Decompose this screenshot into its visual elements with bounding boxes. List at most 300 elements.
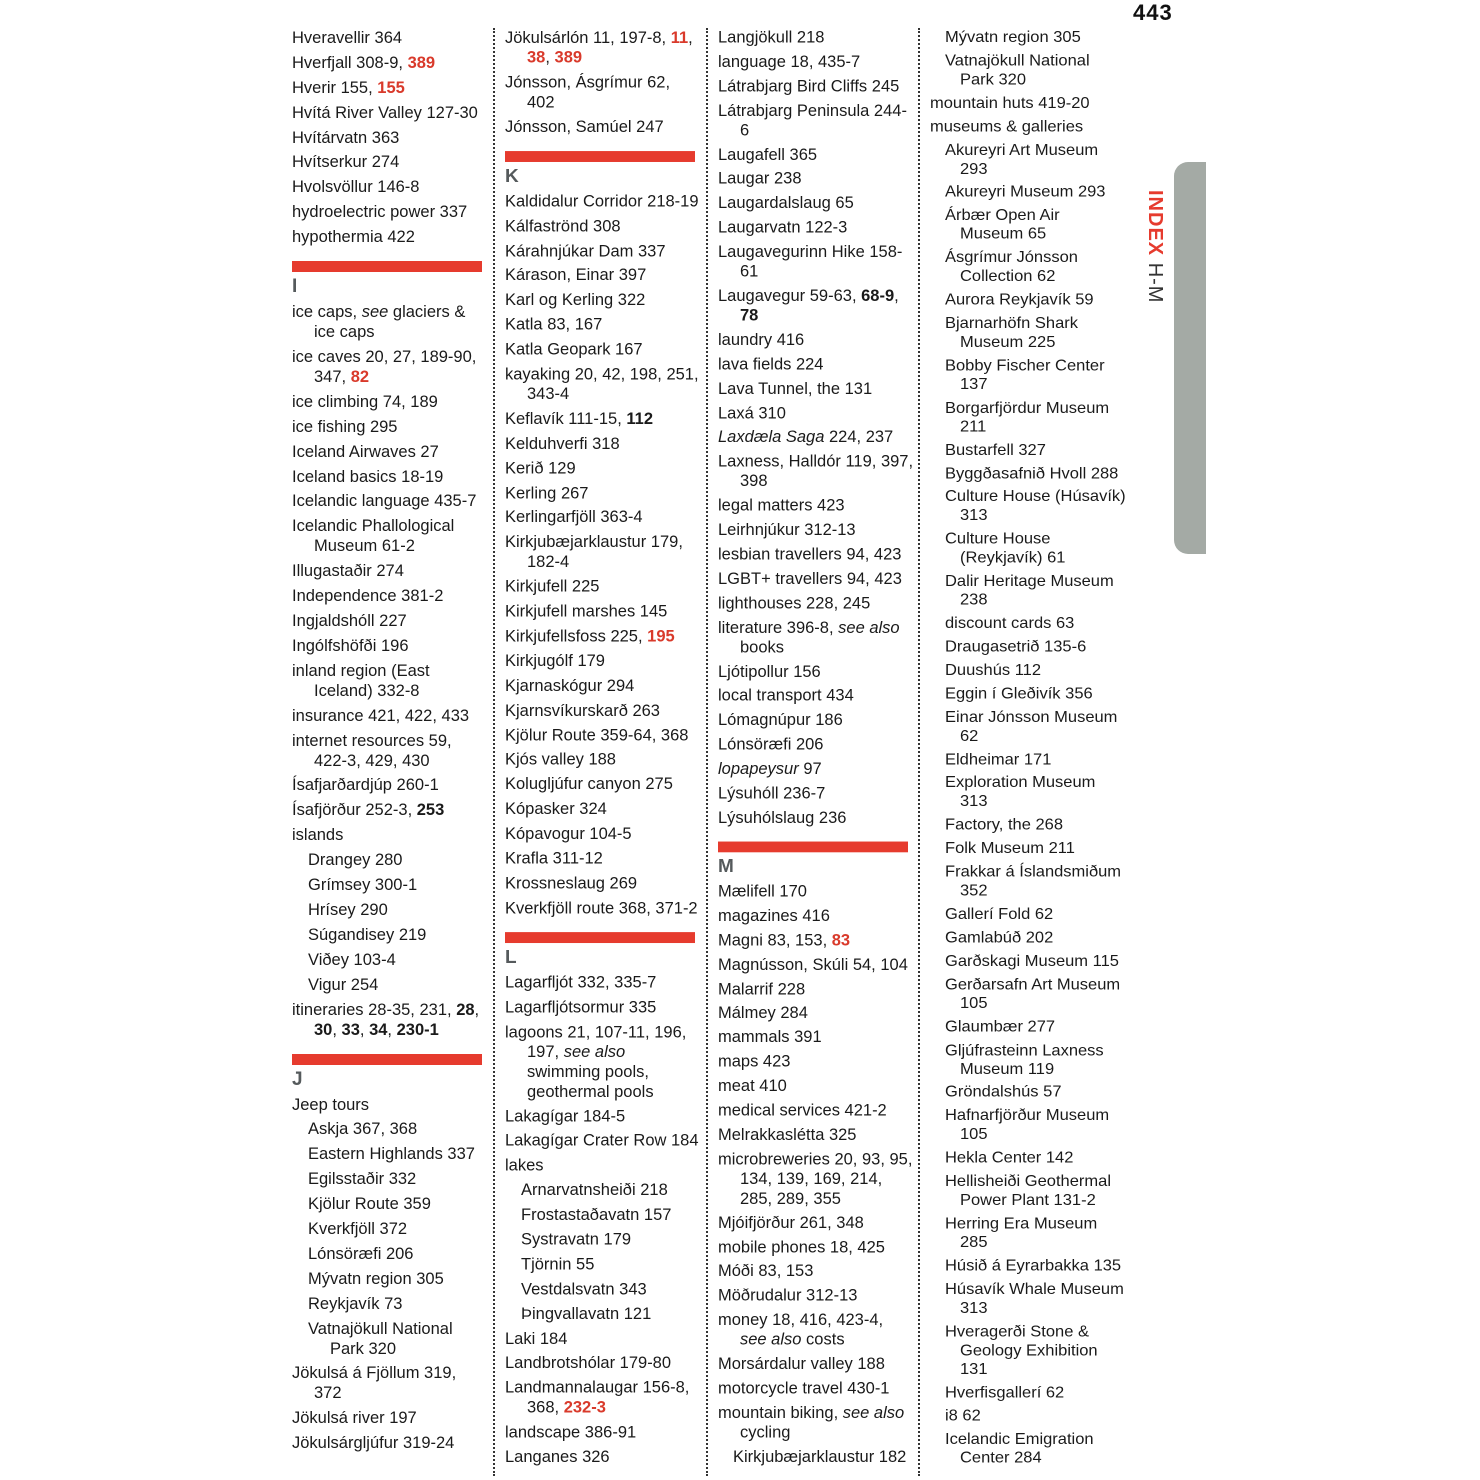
index-entry xyxy=(505,434,701,454)
entry-text: Jökulsárlón 11, 197-8, xyxy=(505,28,671,47)
entry-text: Ísafjarðardjúp 260-1 xyxy=(292,776,439,795)
index-entry xyxy=(505,849,701,869)
entry-text: cycling xyxy=(740,1423,791,1442)
index-subentry xyxy=(718,1447,914,1467)
entry-text: Hveravellir 364 xyxy=(292,29,403,47)
entry-text: Krafla 311-12 xyxy=(505,849,603,868)
section-bar xyxy=(718,841,908,852)
index-entry xyxy=(292,28,488,48)
entry-text: Ásgrímur Jónsson Collection 62 xyxy=(945,249,1078,286)
section-bar xyxy=(505,932,695,943)
index-subentry xyxy=(292,950,488,970)
entry-text: Ísafjörður 252-3, xyxy=(292,801,417,820)
entry-text: hydroelectric power 337 xyxy=(292,203,468,222)
entry-text: Borgarfjördur Museum 211 xyxy=(945,399,1110,436)
index-subentry xyxy=(930,839,1126,858)
index-subentry xyxy=(930,975,1126,1013)
entry-text: Lónsöræfi 206 xyxy=(718,736,824,754)
entry-text: mobile phones 18, 425 xyxy=(718,1238,885,1257)
index-subentry xyxy=(930,206,1126,244)
entry-text: Jökulsá river 197 xyxy=(292,1409,417,1428)
entry-text: Hvolsvöllur 146-8 xyxy=(292,178,420,197)
index-entry xyxy=(505,409,701,429)
entry-text: Möðrudalur 312-13 xyxy=(718,1287,858,1305)
entry-text: Eggin í Gleðivík 356 xyxy=(945,685,1093,703)
entry-text: Jónsson, Samúel 247 xyxy=(505,118,664,136)
index-subentry xyxy=(292,1169,488,1189)
entry-text: Kirkjufellsfoss 225, xyxy=(505,627,648,646)
index-column-1 xyxy=(292,28,488,1458)
page-ref: 253 xyxy=(416,801,445,820)
entry-text: Akureyri Art Museum 293 xyxy=(945,141,1099,178)
index-entry xyxy=(292,467,488,487)
page-ref: 230-1 xyxy=(396,1020,439,1039)
index-entry xyxy=(718,1052,914,1072)
index-entry xyxy=(718,452,914,491)
entry-text: Culture House (Húsavík) 313 xyxy=(945,488,1126,525)
entry-text: Frakkar á Íslandsmiðum 352 xyxy=(945,863,1122,900)
index-subentry xyxy=(930,464,1126,483)
index-entry xyxy=(292,516,488,556)
entry-text: Malarrif 228 xyxy=(718,980,806,998)
index-entry xyxy=(505,483,701,503)
entry-text: Factory, the 268 xyxy=(945,816,1064,834)
index-entry xyxy=(718,1403,914,1442)
index-subentry xyxy=(930,1383,1126,1402)
index-entry xyxy=(718,379,914,399)
entry-text: Hellisheiði Geothermal Power Plant 131-2 xyxy=(945,1172,1111,1209)
entry-text: Langjökull 218 xyxy=(718,28,825,47)
index-entry xyxy=(292,417,488,437)
entry-text: Hverfjall 308-9, xyxy=(292,53,408,72)
index-entry xyxy=(505,508,701,528)
entry-text: Kirkjugólf 179 xyxy=(505,652,605,671)
index-entry xyxy=(292,1408,488,1428)
entry-text: Einar Jónsson Museum 62 xyxy=(945,708,1118,745)
index-entry xyxy=(505,1423,701,1443)
entry-text: Kjölur Route 359-64, 368 xyxy=(505,726,689,745)
entry-text: Illugastaðir 274 xyxy=(292,562,404,581)
entry-text: , xyxy=(894,287,899,306)
entry-text: Kerið 129 xyxy=(505,459,576,478)
entry-text: Kjós valley 188 xyxy=(505,750,616,769)
entry-text: Magni 83, 153, xyxy=(718,931,832,949)
entry-text: , xyxy=(688,28,693,47)
index-entry xyxy=(505,364,701,404)
entry-text: Duushús 112 xyxy=(945,661,1042,679)
entry-text: 224, 237 xyxy=(824,428,894,447)
index-entry xyxy=(292,177,488,197)
index-entry xyxy=(292,825,488,845)
entry-text: lagoons 21, 107-11, 196, 197, xyxy=(505,1023,687,1061)
index-entry xyxy=(505,241,701,261)
index-entry xyxy=(718,77,914,97)
entry-text: Magnússon, Skúli 54, 104 xyxy=(718,955,908,974)
entry-text: Icelandic language 435-7 xyxy=(292,492,477,511)
entry-text: Byggðasafnið Hvoll 288 xyxy=(945,465,1119,482)
index-entry xyxy=(930,94,1126,113)
section-letter: J xyxy=(292,1068,303,1090)
entry-text: Glaumbær 277 xyxy=(945,1018,1056,1036)
entry-text: ice fishing 295 xyxy=(292,417,398,436)
index-entry xyxy=(718,1003,914,1023)
entry-text: Laugavegur 59-63, xyxy=(718,287,862,306)
index-entry xyxy=(292,1095,488,1115)
entry-text: Vestdalsvatn 343 xyxy=(521,1280,647,1299)
index-entry xyxy=(505,898,701,918)
entry-text: Landmannalaugar 156-8, 368, xyxy=(505,1379,690,1417)
page-ref: 112 xyxy=(626,409,653,428)
entry-text: Laugavegurinn Hike 158-61 xyxy=(718,243,903,281)
index-subentry xyxy=(930,708,1126,746)
index-entry xyxy=(505,266,701,286)
page-ref: 389 xyxy=(407,53,436,72)
entry-text: Jökulsá á Fjöllum 319, 372 xyxy=(292,1364,457,1403)
index-subentry xyxy=(930,1256,1126,1275)
index-column-4 xyxy=(930,28,1126,1472)
entry-text: language 18, 435-7 xyxy=(718,53,861,71)
index-entry xyxy=(718,1101,914,1121)
entry-text: discount cards 63 xyxy=(945,615,1075,633)
section-letter: K xyxy=(505,165,519,187)
index-subentry xyxy=(930,1017,1126,1036)
index-subentry xyxy=(930,356,1126,394)
entry-text: magazines 416 xyxy=(718,906,830,925)
entry-text: Independence 381-2 xyxy=(292,587,444,606)
index-entry xyxy=(505,651,701,671)
entry-text: literature 396-8, xyxy=(718,619,839,637)
letter-section-header xyxy=(505,932,701,969)
entry-text: Langanes 326 xyxy=(505,1448,610,1467)
page-number: 443 xyxy=(1133,0,1173,25)
column-divider xyxy=(706,28,708,1476)
entry-text: ice caves 20, 27, 189-90, 347, xyxy=(292,348,477,387)
index-entry xyxy=(292,561,488,581)
index-subentry xyxy=(930,314,1126,352)
index-subentry xyxy=(930,638,1126,657)
index-entry xyxy=(718,521,914,541)
entry-text: Kálfaströnd 308 xyxy=(505,217,621,236)
index-entry xyxy=(505,676,701,696)
entry-text: Lakagígar Crater Row 184 xyxy=(505,1131,699,1150)
entry-text: Laugafell 365 xyxy=(718,146,818,164)
index-entry xyxy=(718,1355,914,1375)
entry-text: Kópavogur 104-5 xyxy=(505,825,632,843)
index-entry xyxy=(292,152,488,172)
entry-text: Draugasetrið 135-6 xyxy=(945,638,1087,656)
index-subentry xyxy=(292,975,488,995)
entry-text: Gallerí Fold 62 xyxy=(945,905,1054,923)
entry-text: Hrísey 290 xyxy=(308,900,388,919)
index-column-2 xyxy=(505,28,701,1472)
index-entry xyxy=(718,1150,914,1209)
index-subentry xyxy=(930,441,1126,460)
entry-text: Kverkfjöll 372 xyxy=(308,1219,408,1238)
index-subentry xyxy=(292,1194,488,1214)
entry-text: Reykjavík 73 xyxy=(308,1294,403,1313)
page-ref: 38 xyxy=(527,48,546,67)
index-subentry xyxy=(930,248,1126,286)
entry-text: Grímsey 300-1 xyxy=(308,876,418,895)
index-entry xyxy=(718,955,914,975)
entry-text: see xyxy=(361,303,389,322)
page-ref: 195 xyxy=(647,627,675,646)
index-subentry xyxy=(292,1269,488,1289)
index-entry xyxy=(505,799,701,819)
entry-text: Keflavík 111-15, xyxy=(505,409,627,428)
index-entry xyxy=(292,1363,488,1403)
entry-text: medical services 421-2 xyxy=(718,1101,887,1120)
index-entry xyxy=(505,750,701,770)
entry-text: Laxness, Halldór 119, 397, 398 xyxy=(718,453,914,491)
index-tab-range: H-M xyxy=(1144,262,1166,304)
entry-text: Kjarnsvíkurskarð 263 xyxy=(505,701,660,720)
entry-text: lopapeysur xyxy=(718,760,799,779)
index-subentry xyxy=(930,183,1126,202)
entry-text: microbreweries 20, 93, 95, 134, 139, 169, 214, 285, 289, 355 xyxy=(718,1150,913,1208)
index-subentry xyxy=(930,1280,1126,1318)
page-ref: 155 xyxy=(377,78,405,97)
entry-text: Laugarvatn 122-3 xyxy=(718,219,848,237)
section-letter: I xyxy=(292,276,298,298)
entry-text: Culture House (Reykjavík) 61 xyxy=(945,530,1066,567)
index-entry xyxy=(718,808,914,828)
entry-text: local transport 434 xyxy=(718,687,854,705)
index-entry xyxy=(292,731,488,771)
index-entry xyxy=(505,290,701,310)
entry-text: Vigur 254 xyxy=(308,975,379,994)
letter-section-header xyxy=(292,1054,488,1091)
index-subentry xyxy=(930,140,1126,178)
entry-text: Hvítá River Valley 127-30 xyxy=(292,103,478,122)
entry-text: museums & galleries xyxy=(930,118,1084,135)
entry-text: Landbrotshólar 179-80 xyxy=(505,1354,672,1373)
index-entry xyxy=(505,725,701,745)
entry-text: Hverfisgallerí 62 xyxy=(945,1384,1065,1401)
entry-text: Jónsson, Ásgrímur 62, 402 xyxy=(505,73,671,112)
index-entry xyxy=(718,759,914,779)
index-entry xyxy=(292,442,488,462)
index-entry xyxy=(505,1156,701,1176)
index-entry xyxy=(718,101,914,140)
index-entry xyxy=(718,545,914,565)
index-entry xyxy=(718,686,914,706)
entry-text: Bustarfell 327 xyxy=(945,441,1046,459)
index-subentry xyxy=(930,1407,1126,1426)
entry-text: Gamlabúð 202 xyxy=(945,929,1054,947)
entry-text: Kjölur Route 359 xyxy=(308,1195,431,1214)
index-tab-title: INDEX xyxy=(1144,190,1166,257)
entry-text: Mjóifjörður 261, 348 xyxy=(718,1214,864,1232)
entry-text: Ingjaldshóll 227 xyxy=(292,612,407,631)
index-entry xyxy=(505,997,701,1017)
index-entry xyxy=(292,78,488,98)
index-subentry xyxy=(930,774,1126,812)
entry-text: Gröndalshús 57 xyxy=(945,1083,1062,1101)
index-subentry xyxy=(292,1144,488,1164)
entry-text: lakes xyxy=(505,1156,544,1175)
index-entry xyxy=(505,1131,701,1151)
index-entry xyxy=(505,315,701,335)
index-entry xyxy=(718,594,914,614)
entry-text: Kirkjubæjarklaustur 182 xyxy=(733,1448,907,1466)
index-entry xyxy=(718,28,914,48)
entry-text: lava fields 224 xyxy=(718,355,824,374)
entry-text: Málmey 284 xyxy=(718,1004,808,1023)
entry-text: mammals 391 xyxy=(718,1028,822,1047)
entry-text: Kaldidalur Corridor 218-19 xyxy=(505,192,699,211)
index-entry xyxy=(718,711,914,731)
entry-text: Laxá 310 xyxy=(718,404,786,423)
entry-text: Kjarnaskógur 294 xyxy=(505,676,635,695)
entry-text: legal matters 423 xyxy=(718,497,845,515)
entry-text: maps 423 xyxy=(718,1053,791,1071)
letter-section-header xyxy=(292,261,488,298)
index-entry xyxy=(930,117,1126,136)
entry-text: Húsavík Whale Museum 313 xyxy=(945,1280,1124,1317)
index-entry xyxy=(718,218,914,238)
entry-text: Aurora Reykjavík 59 xyxy=(945,291,1094,309)
entry-text: Icelandic Phallological Museum 61-2 xyxy=(292,517,455,556)
index-entry xyxy=(718,906,914,926)
entry-text: Herring Era Museum 285 xyxy=(945,1215,1098,1251)
entry-text: Iceland basics 18-19 xyxy=(292,467,444,486)
index-entry xyxy=(718,784,914,804)
entry-text: Laugardalslaug 65 xyxy=(718,194,854,213)
entry-text: Kolugljúfur canyon 275 xyxy=(505,775,673,794)
section-bar xyxy=(292,1054,482,1065)
entry-text: , xyxy=(359,1020,370,1039)
index-entry xyxy=(505,775,701,795)
index-column-3 xyxy=(718,28,914,1472)
section-bar xyxy=(505,151,695,162)
entry-text: see also xyxy=(842,1404,905,1422)
entry-text: Drangey 280 xyxy=(308,851,403,870)
letter-section-header xyxy=(718,841,914,877)
index-entry xyxy=(292,1000,488,1040)
index-entry xyxy=(505,340,701,360)
index-thumb-tab xyxy=(1174,162,1206,554)
entry-text: Karl og Kerling 322 xyxy=(505,291,646,310)
entry-text: motorcycle travel 430-1 xyxy=(718,1379,890,1398)
index-entry xyxy=(718,428,914,448)
entry-text: Kárahnjúkar Dam 337 xyxy=(505,241,666,260)
index-entry xyxy=(718,496,914,516)
entry-text: , xyxy=(545,48,555,67)
index-entry xyxy=(505,577,701,597)
entry-text: Laki 184 xyxy=(505,1329,568,1348)
entry-text: Melrakkaslétta 325 xyxy=(718,1126,857,1144)
index-subentry xyxy=(930,1106,1126,1144)
entry-text: Jökulsárgljúfur 319-24 xyxy=(292,1434,455,1453)
index-entry xyxy=(505,73,701,113)
entry-text: Icelandic Emigration Center 284 xyxy=(945,1430,1094,1467)
index-entry xyxy=(505,1106,701,1126)
entry-text: see also xyxy=(838,619,900,637)
entry-text: ice caps, xyxy=(292,303,362,322)
index-subentry xyxy=(930,398,1126,436)
index-entry xyxy=(505,533,701,573)
entry-text: Súgandisey 219 xyxy=(308,925,427,944)
column-divider xyxy=(918,28,920,1476)
index-subentry xyxy=(930,905,1126,924)
entry-text: mountain huts 419-20 xyxy=(930,94,1090,112)
index-entry xyxy=(505,458,701,478)
entry-text: LGBT+ travellers 94, 423 xyxy=(718,570,902,588)
index-subentry xyxy=(930,684,1126,703)
index-subentry xyxy=(930,1430,1126,1468)
entry-text: inland region (East Iceland) 332-8 xyxy=(292,661,430,700)
entry-text: Tjörnin 55 xyxy=(521,1255,595,1274)
index-entry xyxy=(718,169,914,189)
index-subentry xyxy=(505,1255,701,1275)
index-entry xyxy=(718,1213,914,1233)
index-entry xyxy=(505,626,701,646)
index-entry xyxy=(292,706,488,726)
entry-text: Iceland Airwaves 27 xyxy=(292,442,439,461)
index-subentry xyxy=(505,1279,701,1299)
index-entry xyxy=(718,979,914,999)
entry-text: Frostastaðavatn 157 xyxy=(521,1206,672,1224)
index-entry xyxy=(292,227,488,247)
index-entry xyxy=(292,202,488,222)
index-entry xyxy=(292,1433,488,1453)
page-ref: 232-3 xyxy=(563,1398,606,1417)
entry-text: landscape 386-91 xyxy=(505,1423,637,1442)
index-subentry xyxy=(930,1214,1126,1252)
entry-text: Þingvallavatn 121 xyxy=(521,1304,652,1323)
entry-text: 97 xyxy=(798,760,822,779)
entry-text: Jeep tours xyxy=(292,1095,370,1114)
entry-text: Hvítárvatn 363 xyxy=(292,128,400,147)
index-entry xyxy=(292,103,488,123)
index-entry xyxy=(505,192,701,212)
entry-text: Kirkjufell marshes 145 xyxy=(505,602,668,621)
index-entry xyxy=(505,216,701,236)
entry-text: glaciers & ice caps xyxy=(314,303,466,342)
entry-text: Akureyri Museum 293 xyxy=(945,183,1106,201)
entry-text: Hvítserkur 274 xyxy=(292,153,400,172)
index-subentry xyxy=(930,1322,1126,1378)
index-subentry xyxy=(505,1230,701,1250)
index-subentry xyxy=(930,614,1126,633)
index-subentry xyxy=(292,1219,488,1239)
entry-text: Morsárdalur valley 188 xyxy=(718,1355,885,1374)
entry-text: Lýsuhólslaug 236 xyxy=(718,809,847,827)
index-entry xyxy=(505,117,701,137)
entry-text: internet resources 59, 422-3, 429, 430 xyxy=(292,731,452,770)
index-entry xyxy=(718,1028,914,1048)
index-entry xyxy=(292,491,488,511)
entry-text: lesbian travellers 94, 423 xyxy=(718,545,902,564)
entry-text: Krossneslaug 269 xyxy=(505,874,638,893)
entry-text: Mælifell 170 xyxy=(718,882,807,901)
index-subentry xyxy=(930,291,1126,310)
index-entry xyxy=(292,775,488,795)
entry-text: Laugar 238 xyxy=(718,170,802,189)
page-ref: 82 xyxy=(350,368,370,387)
entry-text: Katla 83, 167 xyxy=(505,316,603,334)
entry-text: Ljótipollur 156 xyxy=(718,662,821,681)
entry-text: Látrabjarg Peninsula 244-6 xyxy=(718,102,907,140)
index-entry xyxy=(718,1238,914,1258)
index-subentry xyxy=(930,863,1126,901)
entry-text: see also xyxy=(740,1331,802,1349)
entry-text: Laxdæla Saga xyxy=(718,428,825,447)
entry-text: costs xyxy=(801,1331,845,1349)
index-entry xyxy=(718,145,914,165)
entry-text: Askja 367, 368 xyxy=(308,1120,418,1139)
